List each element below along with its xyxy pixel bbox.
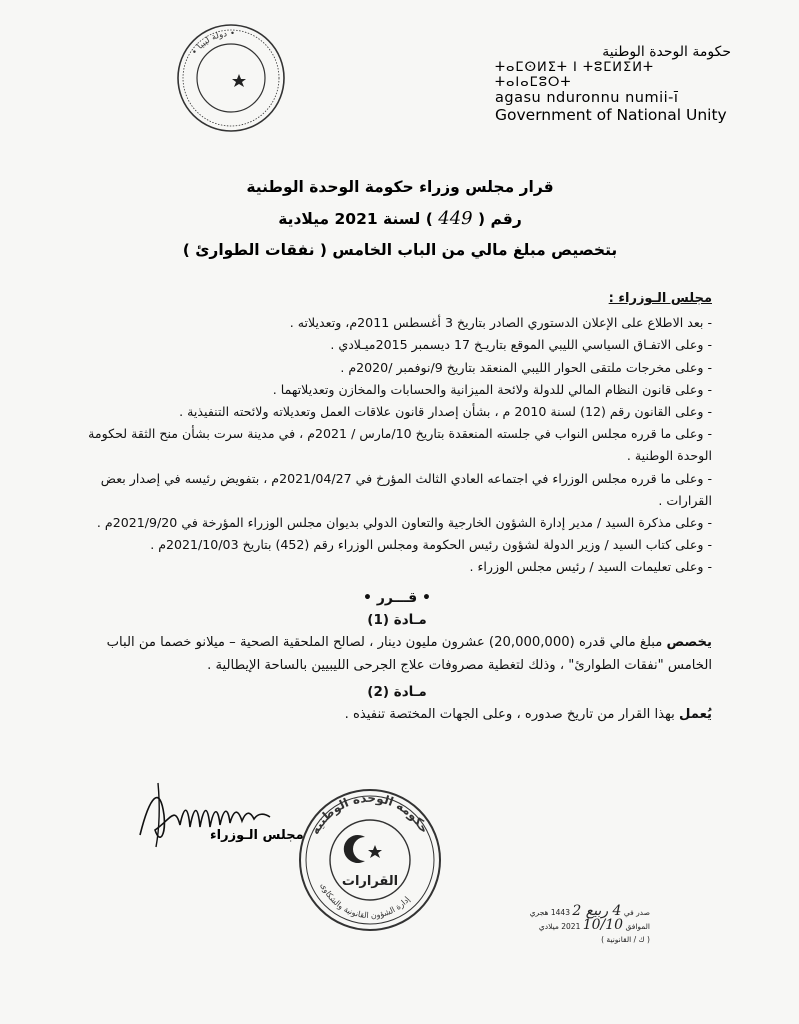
article-1-body: مبلغ مالي قدره (20,000,000) عشرون مليون دينار ، لصالح الملحقية الصحية – ميلانو خصما من الباب الخامس "نفقات الطوارئ" ، وذلك لتغطية مصروفات علاج الجرحى الليبيين بالساحة الإيطالية . (106, 635, 712, 674)
preamble-item: - وعلى ما قرره مجلس الوزراء في اجتماعه العادي الثالث المؤرخ في 2021/04/27م ، بتفويض رئيسه في إصدار بعض القرارات . (100, 470, 712, 508)
corresponding-label: الموافق (625, 922, 650, 931)
org-name-amazigh-latin: agasu nduronnu numii-ī (495, 90, 679, 106)
preamble-item: - وعلى كتاب السيد / وزير الدولة لشؤون رئيس الحكومة ومجلس الوزراء رقم (452) بتاريخ 2021/10/03م . (150, 537, 712, 553)
org-name-english: Government of National Unity (495, 106, 727, 124)
stamp-center-text: القرارات (341, 874, 399, 889)
gregorian-year: 2021 ميلادي (538, 922, 581, 931)
preamble-item: - وعلى الاتفـاق السياسي الليبي الموقع بتاريـخ 17 ديسمبر 2015ميـلادي . (330, 337, 712, 353)
hijri-year: 1443 هجري (529, 908, 570, 917)
issue-date-block (510, 905, 650, 946)
title-line-3: بتخصيص مبلغ مالي من الباب الخامس ( نفقات الطوارئ ) (182, 241, 618, 259)
corresponding-row (510, 919, 650, 933)
title-number-prefix: رقم ( (478, 210, 522, 228)
article-2-body: بهذا القرار من تاريخ صدوره ، وعلى الجهات المختصة تنفيذه . (344, 707, 679, 723)
signature-label: مجلس الـوزراء (210, 828, 304, 843)
decree-body (82, 288, 712, 726)
issued-row (510, 905, 650, 919)
preamble-item: - وعلى مذكرة السيد / مدير إدارة الشؤون الخارجية والتعاون الدولي بديوان مجلس الوزراء المؤرخة في 2021/9/20م . (96, 515, 712, 531)
preamble-item: - وعلى القانون رقم (12) لسنة 2010 م ، بشأن إصدار قانون علاقات العمل وتعديلاته ولائحته التنفيذية . (179, 404, 712, 420)
gregorian-date-handwritten: 10/10 (582, 917, 624, 933)
decisions-stamp (295, 785, 445, 935)
title-line-1: قرار مجلس وزراء حكومة الوحدة الوطنية (246, 178, 554, 196)
reference-label: ( ك / القانونية ) (601, 935, 650, 944)
decree-word: • قـــرر • (363, 589, 431, 606)
organization-name-block (495, 44, 735, 124)
preamble-item: - وعلى تعليمات السيد / رئيس مجلس الوزراء . (469, 559, 712, 575)
svg-text:حكومة الوحدة الوطنية (308, 791, 432, 837)
government-seal-emblem (175, 22, 287, 134)
article-2-lead: يُعمل (678, 707, 712, 723)
decree-number: 449 (438, 208, 473, 229)
svg-text:• دولة ليبيا •: • دولة ليبيا • (189, 28, 236, 58)
article-1-lead: يخصص (666, 635, 712, 651)
issued-label: صدر في (623, 908, 650, 917)
article-1-text (82, 631, 712, 677)
stamp-bottom-text: إدارة الشؤون القانونية والشكاوى (318, 881, 412, 921)
title-number-suffix: ) لسنة 2021 ميلادية (278, 210, 433, 228)
article-2-title: مـادة (2) (367, 684, 427, 701)
hijri-date-handwritten: 4 ربيع 2 (572, 903, 622, 919)
article-2-text (82, 703, 712, 726)
title-line-2 (150, 203, 650, 235)
stamp-ring-text: حكومة الوحدة الوطنية (307, 790, 432, 837)
org-name-arabic: حكومة الوحدة الوطنية (602, 44, 731, 60)
org-name-tifinagh: ⵜⴰⵎⵙⵍⵉⵜ ⵏ ⵜⵓⵎⵍⵉⵍⵜ ⵜⴰⵏⴰⵎⵓⵔⵜ (495, 60, 654, 90)
preamble-item: - وعلى مخرجات ملتقى الحوار الليبي المنعقد بتاريخ 9/نوفمبر /2020م . (340, 359, 712, 375)
article-1-title: مـادة (1) (367, 611, 427, 628)
preamble-heading: مجلس الـوزراء : (608, 291, 712, 306)
preamble-item: - بعد الاطلاع على الإعلان الدستوري الصادر بتاريخ 3 أغسطس 2011م، وتعديلاته . (289, 315, 712, 331)
letterhead (165, 18, 775, 143)
preamble-item: - وعلى ما قرره مجلس النواب في جلسته المنعقدة بتاريخ 10/مارس / 2021م ، في مدينة سرت بشأن منح الثقة لحكومة الوحدة الوطنية . (88, 426, 712, 464)
preamble-item: - وعلى قانون النظام المالي للدولة ولائحة الميزانية والحسابات والمخازن وتعديلاتهما . (272, 381, 712, 397)
decree-title (150, 172, 650, 266)
signature-scribble (130, 775, 310, 855)
